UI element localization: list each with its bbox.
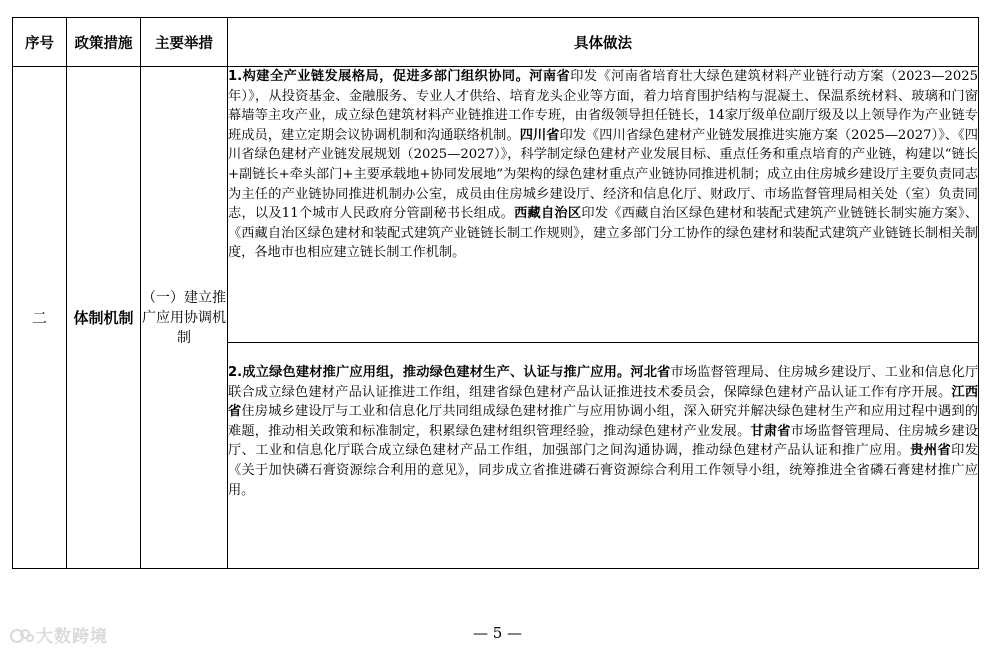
watermark-text: 大数跨境: [36, 627, 108, 647]
item-1-province-2: 四川省: [519, 127, 560, 143]
item-2-province-3: 甘肃省: [750, 423, 791, 439]
item-2-text-2: 住房城乡建设厅与工业和信息化厅共同组成绿色建材推广与应用协调小组，深入研究并解决绿色建材生产和应用过程中遇到的难题，推动相关政策和标准制定，积累绿色建材组织管理经验，推动绿色建材产业发展。: [228, 404, 979, 439]
policy-table: [12, 17, 979, 569]
page-number: — 5 —: [472, 624, 523, 642]
row-seq: 二: [13, 67, 67, 569]
item-2-title: 2.成立绿色建材推广应用组，推动绿色建材生产、认证与推广应用。: [228, 365, 631, 380]
header-seq: 序号: [13, 18, 67, 67]
table-row: [13, 67, 979, 343]
row-policy: 体制机制: [67, 67, 141, 569]
item-2-province-2: 江西省: [228, 384, 979, 420]
header-row: [13, 18, 979, 67]
item-2-text-3: 市场监督管理局、住房城乡建设厅、工业和信息化厅联合成立绿色建材产品工作组，加强部门之间沟通协调，推动绿色建材产品认证和推广应用。: [228, 423, 979, 459]
header-policy: 政策措施: [67, 18, 141, 67]
item-2-province-4: 贵州省: [910, 443, 952, 459]
item-2-province-1: 河北省: [630, 365, 671, 380]
item-1-province-1: 河南省: [529, 69, 571, 84]
header-main: 主要举措: [141, 18, 228, 67]
item-1-text-3: 印发《西藏自治区绿色建材和装配式建筑产业链链长制实施方案》、《西藏自治区绿色建材和装配式建筑产业链链长制工作规则》，建立多部门分工协作的绿色建材和装配式建筑产业链链长制相关制度，各地市也相应建立链长制工作机制。: [228, 206, 979, 261]
item-1-province-3: 西藏自治区: [514, 206, 582, 222]
header-detail: 具体做法: [228, 18, 979, 67]
item-1-text-2: 印发《四川省绿色建材产业链发展推进实施方案（2025—2027）》、《四川省绿色建材产业链发展规划（2025—2027）》，科学制定绿色建材产业发展目标、重点任务和重点培育的产业链，构建以“链长+副链长+牵头部门+主要承载地+协同发展地”为架构的绿色建材重点产业链协同推进机制；成立由住房城乡建设厅主要负责同志为主任的产业链协同推进机制办公室，成员由住房城乡建设厅、经济和信息化厅、财政厅、市场监督管理局相关处（室）负责同志，以及11个城市人民政府分管副秘书长组成。: [228, 127, 978, 222]
item-2-text-1: 市场监督管理局、住房城乡建设厅、工业和信息化厅联合成立绿色建材产品认证推进工作组，组建省绿色建材产品认证推进技术委员会，保障绿色建材产品认证工作有序开展。: [228, 365, 979, 400]
detail-item-1: [228, 67, 979, 343]
item-2-text-4: 印发《关于加快磷石膏资源综合利用的意见》，同步成立省推进磷石膏资源综合利用工作领导小组，统筹推进全省磷石膏建材推广应用。: [228, 443, 979, 498]
detail-item-2: [228, 343, 979, 569]
row-main-measure: （一）建立推广应用协调机制: [141, 67, 228, 569]
item-1-text-1: 印发《河南省培育壮大绿色建筑材料产业链行动方案（2023—2025年）》，从投资基金、金融服务、专业人才供给、培育龙头企业等方面，着力培育围护结构与混凝土、保温系统材料、玻璃和门窗幕墙等主攻产业，成立绿色建筑材料产业链推进工作专班，由省级领导担任链长，14家厅级单位副厅级及以上领导作为产业链专班成员，建立定期会议协调机制和沟通联络机制。: [228, 69, 979, 143]
item-1-title: 1.构建全产业链发展格局，促进多部门组织协同。: [228, 69, 530, 84]
